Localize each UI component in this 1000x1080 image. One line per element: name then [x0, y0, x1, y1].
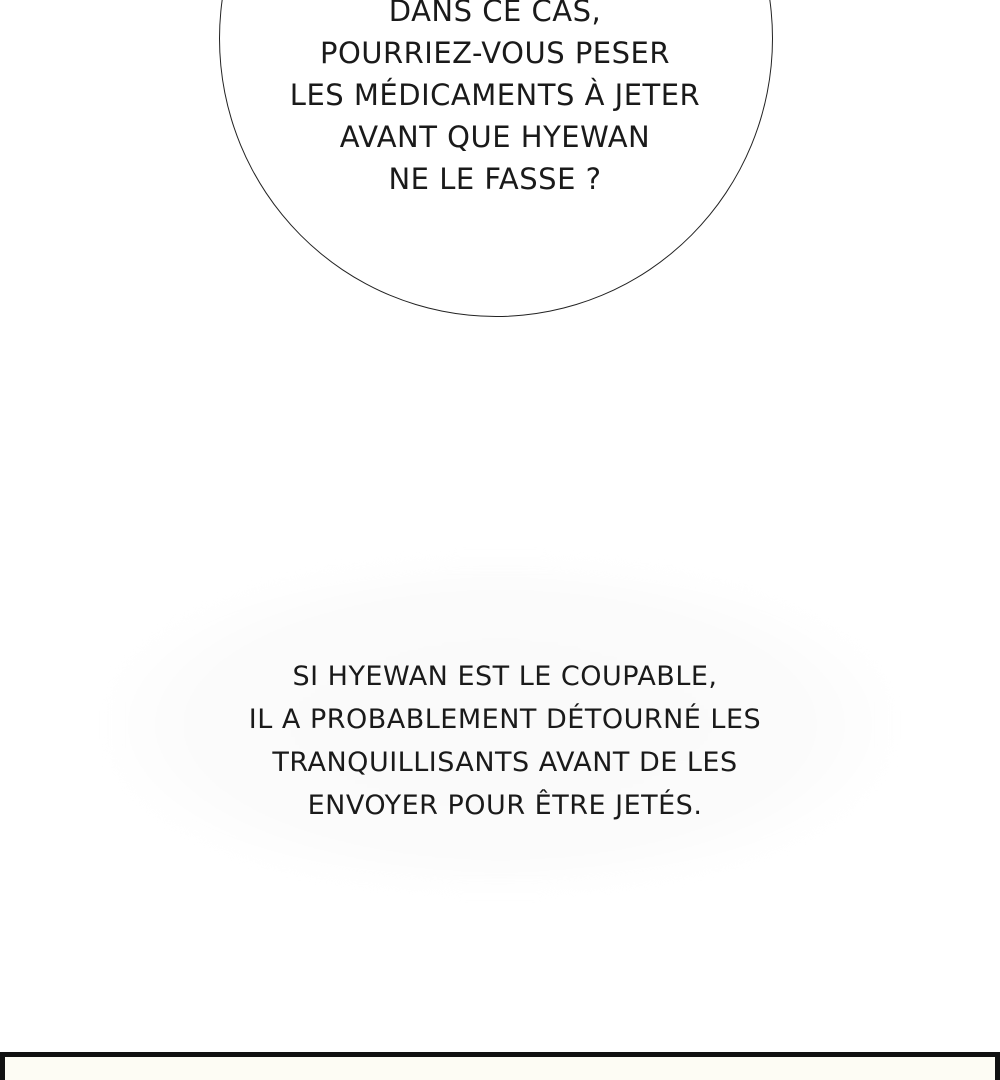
narration-line: ENVOYER POUR ÊTRE JETÉS. [307, 790, 703, 821]
speech-line: DANS CE CAS, [388, 0, 602, 28]
speech-line: NE LE FASSE ? [388, 162, 602, 196]
narration-line: SI HYEWAN EST LE COUPABLE, [292, 661, 718, 692]
narration-line: TRANQUILLISANTS AVANT DE LES [272, 747, 738, 778]
next-panel-frame [0, 1052, 1000, 1080]
speech-line: AVANT QUE HYEWAN [339, 120, 651, 154]
narration-text [150, 655, 860, 827]
narration-line: IL A PROBABLEMENT DÉTOURNÉ LES [248, 704, 762, 735]
speech-line: LES MÉDICAMENTS À JETER [289, 78, 701, 112]
speech-bubble-text [230, 0, 760, 200]
speech-line: POURRIEZ-VOUS PESER [319, 36, 671, 70]
